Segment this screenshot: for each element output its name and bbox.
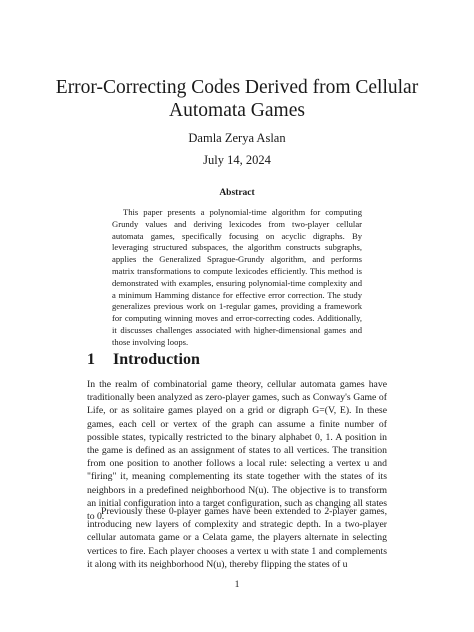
title-line-1: Error-Correcting Codes Derived from Cellular — [55, 77, 419, 98]
abstract-heading: Abstract — [219, 188, 255, 198]
section-number: 1 — [87, 351, 95, 368]
section-title: Introduction — [113, 351, 200, 368]
paper-title — [0, 76, 474, 122]
abstract-text: This paper presents a polynomial-time algorithm for computing Grundy values and deriving lexicodes from two-player cellular automata games, specifically focusing on acyclic digraphs. By leveraging structured subspaces, the algorithm constructs subgraphs, applies the Generalized Sprague-Grundy algorithm, and performs matrix transformations to compute lexicodes efficiently. This method is demonstrated with examples, ensuring polynomial-time complexity and a minimum Hamming distance for effective error correction. The study generalizes previous work on 1-regular games, providing a framework for computing winning moves and error-correcting codes. Additionally, it discusses challenges associated with higher-dimensional games and those involving loops. — [112, 207, 362, 347]
section-heading — [87, 351, 200, 369]
publication-date: July 14, 2024 — [203, 153, 271, 167]
author-name: Damla Zerya Aslan — [188, 131, 286, 145]
body-paragraph: In the realm of combinatorial game theory, cellular automata games have traditionally been analyzed as zero-player games, such as Conway's Game of Life, or as solitaire games played on a grid or digraph G=(V, E). In these games, each cell or vertex of the graph can assume a finite number of possible states, typically restricted to the binary alphabet 0, 1. A position in the game is defined as an assignment of states to all vertices. The transition from one position to another follows a local rule: selecting a vertex u and "firing" it, meaning complementing its state together with the states of its neighbors in a predefined neighborhood N(u). The objective is to transform an initial configuration into a target configuration, such as changing all states to 0. — [87, 379, 387, 523]
body-paragraph: Previously these 0-player games have been extended to 2-player games, introducing new layers of complexity and strategic depth. In a two-player cellular automata game or a Celata game, the players alternate in selecting vertices to fire. Each player chooses a vertex u with state 1 and complements it along with its neighborhood N(u), thereby flipping the states of u — [87, 506, 387, 570]
title-line-2: Automata Games — [169, 100, 305, 121]
page-number: 1 — [234, 579, 240, 590]
